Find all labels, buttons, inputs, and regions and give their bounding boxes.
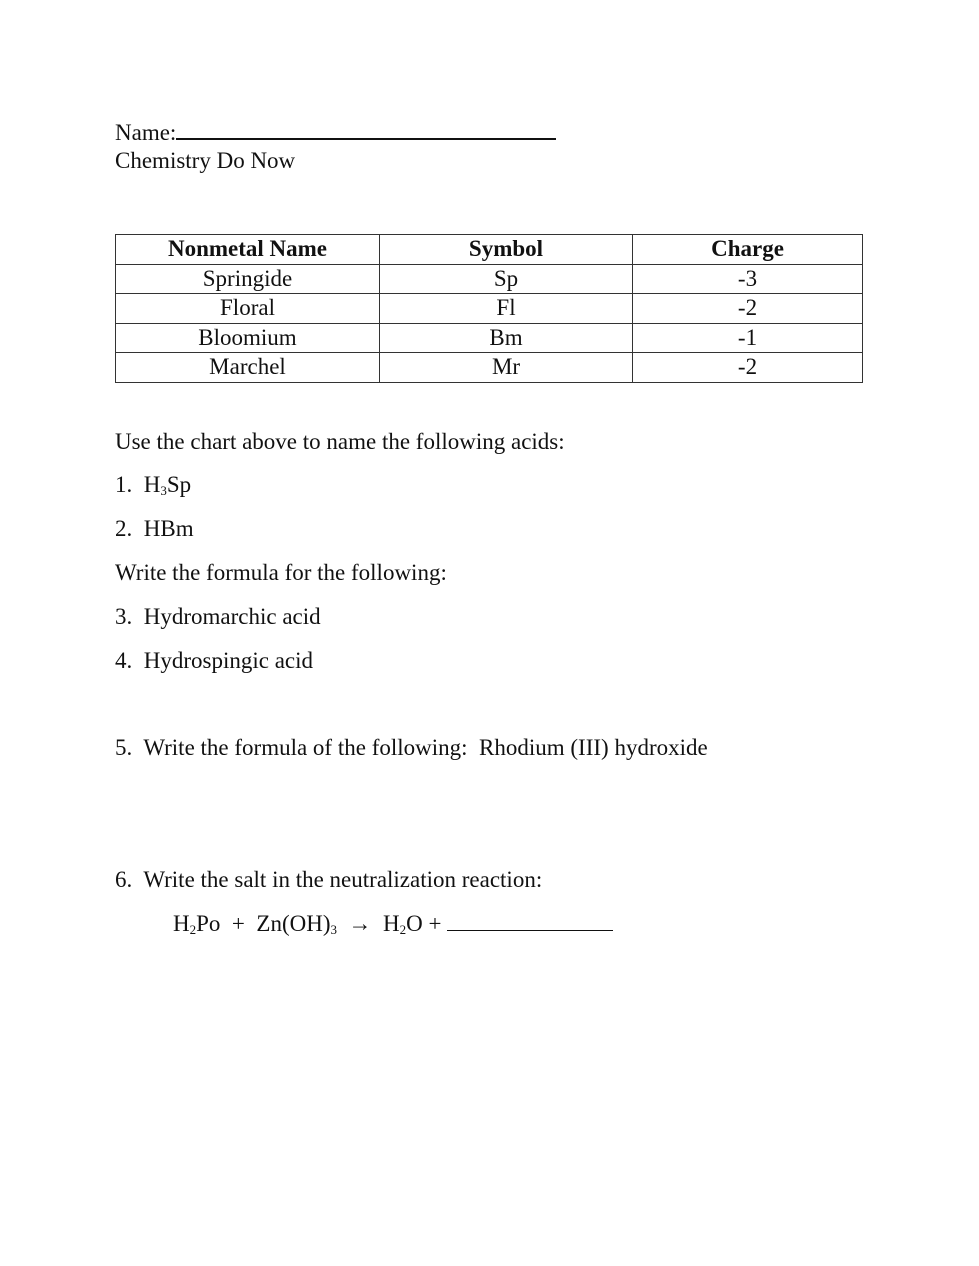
reactant-base: $Zn(OH)_3$ <box>256 911 337 937</box>
question-6 <box>115 866 542 894</box>
reaction-arrow: → <box>348 911 372 936</box>
question-5 <box>115 734 708 762</box>
cell-name: Bloomium <box>116 323 380 353</box>
question-text: Hydrospingic acid <box>143 648 314 673</box>
question-number: 3. <box>115 604 133 629</box>
cell-name: Marchel <box>116 353 380 383</box>
question-2 <box>115 515 194 543</box>
question-number: 6. <box>115 867 133 892</box>
table-row <box>116 323 863 353</box>
question-text: Write the formula of the following: Rhodium (III) hydroxide <box>143 735 708 760</box>
plus-sign: + <box>231 911 245 936</box>
header-charge: Charge <box>633 235 863 265</box>
cell-name: Floral <box>116 294 380 324</box>
question-4 <box>115 647 313 675</box>
question-number: 4. <box>115 648 133 673</box>
question-text: Hydromarchic acid <box>143 604 321 629</box>
reactant-acid: $H_2Po$ <box>173 911 221 937</box>
question-text: Write the salt in the neutralization reaction: <box>143 867 543 892</box>
instruction-name-acids: Use the chart above to name the following acids: <box>115 429 565 454</box>
cell-symbol: Fl <box>380 294 633 324</box>
cell-symbol: Sp <box>380 264 633 294</box>
name-field-row <box>115 116 556 147</box>
cell-name: Springide <box>116 264 380 294</box>
header-symbol: Symbol <box>380 235 633 265</box>
question-number: 2. <box>115 516 133 541</box>
question-3 <box>115 603 321 631</box>
cell-symbol: Mr <box>380 353 633 383</box>
product-water: $H_2O$ <box>383 911 423 937</box>
question-text: HBm <box>143 516 194 541</box>
table-header-row <box>116 235 863 265</box>
worksheet-title: Chemistry Do Now <box>115 148 296 173</box>
neutralization-equation <box>173 910 613 938</box>
name-blank-line[interactable] <box>176 116 556 140</box>
nonmetal-table <box>115 234 863 383</box>
cell-charge: -3 <box>633 264 863 294</box>
table-row <box>116 294 863 324</box>
salt-answer-blank[interactable] <box>447 910 613 931</box>
cell-symbol: Bm <box>380 323 633 353</box>
cell-charge: -1 <box>633 323 863 353</box>
question-number: 5. <box>115 735 133 760</box>
cell-charge: -2 <box>633 353 863 383</box>
plus-sign: + <box>428 911 442 936</box>
instruction-write-formula: Write the formula for the following: <box>115 560 447 585</box>
header-nonmetal-name: Nonmetal Name <box>116 235 380 265</box>
cell-charge: -2 <box>633 294 863 324</box>
table-row <box>116 264 863 294</box>
name-label: Name: <box>115 120 177 145</box>
question-number: 1. <box>115 472 133 497</box>
formula-h3sp: $H_3Sp$ <box>143 472 192 498</box>
question-1 <box>115 471 191 499</box>
table-row <box>116 353 863 383</box>
